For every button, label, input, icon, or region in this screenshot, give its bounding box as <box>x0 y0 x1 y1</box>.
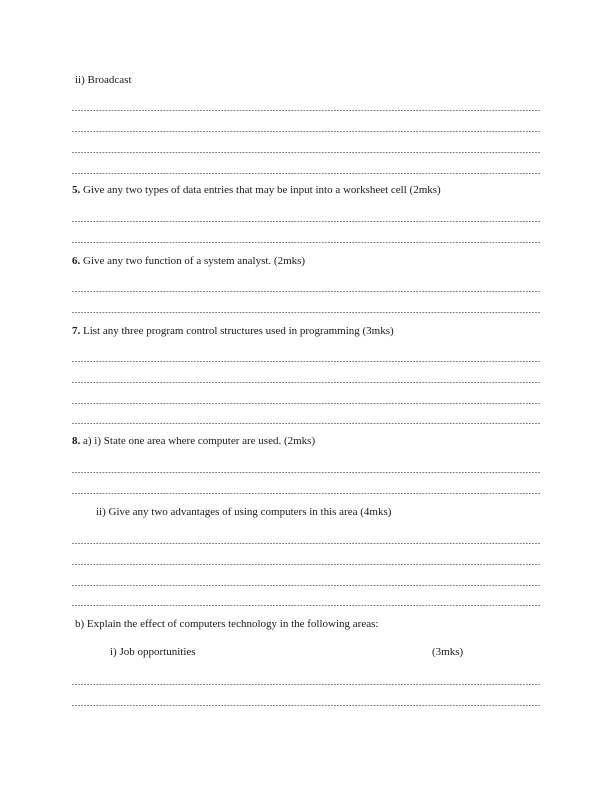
answer-line[interactable] <box>72 684 540 685</box>
question-text: a) i) State one area where computer are used. (2mks) <box>80 435 316 447</box>
question-text: List any three program control structures used in programming (3mks) <box>80 325 394 337</box>
question-text-broadcast: ii) Broadcast <box>75 74 132 86</box>
answer-line[interactable] <box>72 312 540 313</box>
answer-line[interactable] <box>72 705 540 706</box>
answer-line[interactable] <box>72 110 540 111</box>
answer-line[interactable] <box>72 564 540 565</box>
question-8b-i: i) Job opportunities <box>110 646 196 658</box>
question-number: 5. <box>72 184 81 196</box>
question-6 <box>72 254 305 268</box>
answer-line[interactable] <box>72 242 540 243</box>
question-8a-ii: ii) Give any two advantages of using computers in this area (4mks) <box>96 506 392 518</box>
answer-line[interactable] <box>72 152 540 153</box>
question-text: Give any two function of a system analyst. (2mks) <box>80 255 306 267</box>
question-7 <box>72 324 394 338</box>
answer-line[interactable] <box>72 585 540 586</box>
marks-label: (3mks) <box>432 646 464 658</box>
answer-line[interactable] <box>72 382 540 383</box>
question-8b: b) Explain the effect of computers technology in the following areas: <box>75 618 379 630</box>
question-number: 8. <box>72 435 81 447</box>
question-5 <box>72 183 441 197</box>
answer-line[interactable] <box>72 221 540 222</box>
question-8a-i <box>72 434 315 448</box>
answer-line[interactable] <box>72 403 540 404</box>
answer-line[interactable] <box>72 493 540 494</box>
answer-line[interactable] <box>72 131 540 132</box>
answer-line[interactable] <box>72 361 540 362</box>
question-text: Give any two types of data entries that may be input into a worksheet cell (2mks) <box>80 184 441 196</box>
answer-line[interactable] <box>72 423 540 424</box>
answer-line[interactable] <box>72 605 540 606</box>
answer-line[interactable] <box>72 472 540 473</box>
question-number: 7. <box>72 325 81 337</box>
answer-line[interactable] <box>72 291 540 292</box>
question-number: 6. <box>72 255 81 267</box>
answer-line[interactable] <box>72 543 540 544</box>
answer-line[interactable] <box>72 173 540 174</box>
